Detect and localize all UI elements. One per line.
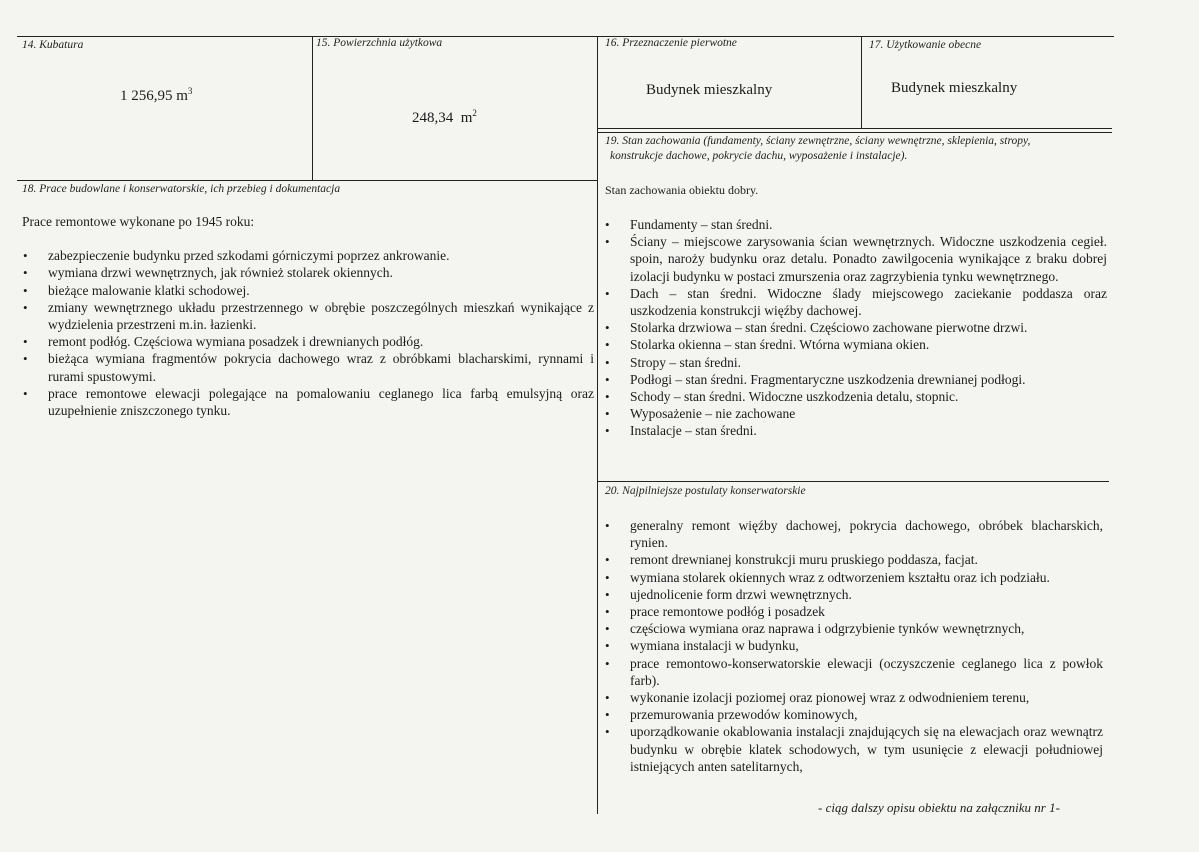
line-under-16-17 bbox=[597, 128, 1112, 129]
section-18-label: 18. Prace budowlane i konserwatorskie, ich przebieg i dokumentacja bbox=[22, 183, 341, 195]
field-16-value: Budynek mieszkalny bbox=[646, 82, 773, 98]
list-item: • bieżące malowanie klatki schodowej. bbox=[22, 282, 594, 299]
section-19-label bbox=[605, 134, 1030, 164]
list-item: • wymiana drzwi wewnętrznych, jak również stolarek okiennych. bbox=[22, 264, 594, 281]
list-item: • Podłogi – stan średni. Fragmentaryczne uszkodzenia drewnianej podłogi. bbox=[604, 371, 1107, 388]
kubatura-exponent: 3 bbox=[187, 86, 193, 96]
list-item: • Fundamenty – stan średni. bbox=[604, 216, 1107, 233]
list-item: • zmiany wewnętrznego układu przestrzennego w obrębie poszczególnych mieszkań wynikające z wydzielenia przestrzeni m.in. łazienki. bbox=[22, 299, 594, 333]
list-item: • zabezpieczenie budynku przed szkodami górniczymi poprzez ankrowanie. bbox=[22, 247, 594, 264]
list-item: • bieżąca wymiana fragmentów pokrycia dachowego wraz z obróbkami blacharskimi, rynnami i rurami spustowymi. bbox=[22, 350, 594, 384]
field-17-label: 17. Użytkowanie obecne bbox=[869, 39, 982, 51]
list-item: • Stropy – stan średni. bbox=[604, 354, 1107, 371]
list-item: • generalny remont więźby dachowej, pokrycia dachowego, obróbek blacharskich, rynien. bbox=[604, 517, 1103, 551]
list-item: • Wyposażenie – nie zachowane bbox=[604, 405, 1107, 422]
field-17-value: Budynek mieszkalny bbox=[891, 80, 1018, 96]
section-19-intro: Stan zachowania obiektu dobry. bbox=[605, 183, 759, 197]
list-item: • Schody – stan średni. Widoczne uszkodzenia detalu, stopnic. bbox=[604, 388, 1107, 405]
section-20-body bbox=[604, 517, 1103, 775]
list-item: • remont podłóg. Częściowa wymiana posadzek i drewnianych podłóg. bbox=[22, 333, 594, 350]
section-19-body bbox=[604, 216, 1107, 440]
section-19-label-line2: konstrukcje dachowe, pokrycie dachu, wyposażenie i instalacje). bbox=[610, 150, 908, 162]
top-border bbox=[17, 36, 1114, 37]
continuation-note: - ciąg dalszy opisu obiektu na załączniku nr 1- bbox=[818, 800, 1060, 815]
powierzchnia-number: 248,34 m bbox=[412, 110, 473, 126]
list-item: • wykonanie izolacji poziomej oraz pionowej wraz z odwodnieniem terenu, bbox=[604, 689, 1103, 706]
list-item: • Dach – stan średni. Widoczne ślady miejscowego zaciekanie poddasza oraz uszkodzenia konstrukcji więźby dachowej. bbox=[604, 285, 1107, 319]
list-item: • ujednolicenie form drzwi wewnętrznych. bbox=[604, 586, 1103, 603]
list-item: • Stolarka okienna – stan średni. Wtórna wymiana okien. bbox=[604, 336, 1107, 353]
section-19-list bbox=[604, 216, 1107, 440]
field-14-value bbox=[120, 86, 192, 105]
list-item: • prace remontowe podłóg i posadzek bbox=[604, 603, 1103, 620]
list-item: • Instalacje – stan średni. bbox=[604, 422, 1107, 439]
section-19-label-line1: 19. Stan zachowania (fundamenty, ściany zewnętrzne, ściany wewnętrzne, sklepienia, stropy, bbox=[605, 135, 1031, 147]
field-14-label: 14. Kubatura bbox=[22, 39, 84, 51]
list-item: • przemurowania przewodów kominowych, bbox=[604, 706, 1103, 723]
line-above-20 bbox=[597, 481, 1109, 482]
section-18-body bbox=[22, 213, 594, 419]
list-item: • wymiana instalacji w budynku, bbox=[604, 637, 1103, 654]
list-item: • wymiana stolarek okiennych wraz z odtworzeniem kształtu oraz ich podziału. bbox=[604, 569, 1103, 586]
divider-16-17 bbox=[861, 36, 862, 128]
section-20-list bbox=[604, 517, 1103, 775]
line-above-19 bbox=[597, 132, 1112, 133]
list-item: • remont drewnianej konstrukcji muru pruskiego poddasza, facjat. bbox=[604, 551, 1103, 568]
section-20-label: 20. Najpilniejsze postulaty konserwatorskie bbox=[605, 485, 806, 497]
list-item: • prace remontowo-konserwatorskie elewacji (oczyszczenie ceglanego lica z powłok farb). bbox=[604, 655, 1103, 689]
main-vertical-divider bbox=[597, 36, 598, 814]
field-15-value bbox=[397, 91, 477, 144]
divider-14-15 bbox=[312, 36, 313, 180]
powierzchnia-exponent: 2 bbox=[472, 108, 477, 118]
field-16-label: 16. Przeznaczenie pierwotne bbox=[605, 37, 737, 49]
list-item: • Ściany – miejscowe zarysowania ścian wewnętrznych. Widoczne uszkodzenia cegieł. spoin, naroży budynku oraz detalu. Ponadto zawilgocenia wynikające z braku dobrej izolacji budynku w postaci zmurszenia oraz zagrzybienia tynku wewnętrznego. bbox=[604, 233, 1107, 285]
kubatura-number: 1 256,95 m bbox=[120, 88, 188, 104]
list-item: • uporządkowanie okablowania instalacji znajdujących się na elewacjach oraz wewnątrz budynku w obrębie klatek schodowych, w tym usunięcie z elewacji południowej istniejących anten satelitarnych, bbox=[604, 723, 1103, 775]
field-15-label: 15. Powierzchnia użytkowa bbox=[316, 37, 443, 49]
list-item: • częściowa wymiana oraz naprawa i odgrzybienie tynków wewnętrznych, bbox=[604, 620, 1103, 637]
list-item: • Stolarka drzwiowa – stan średni. Częściowo zachowane pierwotne drzwi. bbox=[604, 319, 1107, 336]
section-18-intro: Prace remontowe wykonane po 1945 roku: bbox=[22, 214, 255, 229]
section-18-list bbox=[22, 247, 594, 419]
line-above-18 bbox=[17, 180, 597, 181]
list-item: • prace remontowe elewacji polegające na pomalowaniu ceglanego lica farbą emulsyjną oraz uzupełnienie zniszczonego tynku. bbox=[22, 385, 594, 419]
